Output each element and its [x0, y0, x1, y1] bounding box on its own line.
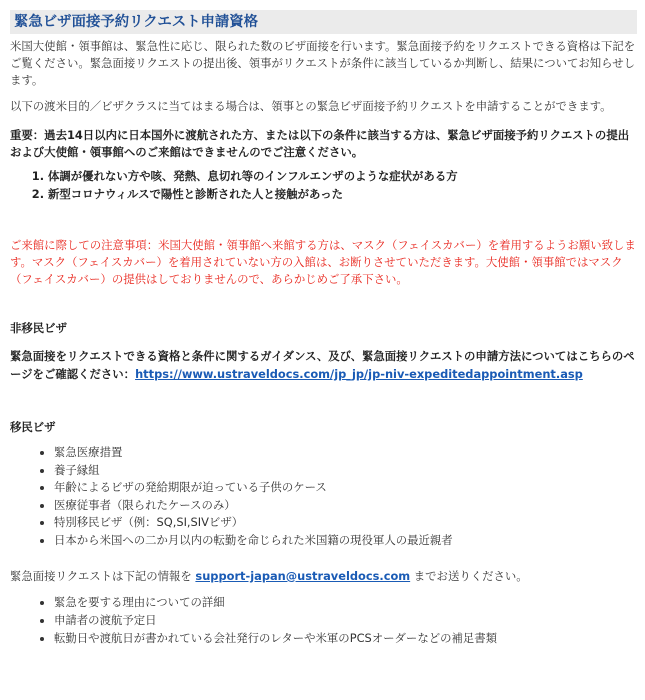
nonimmigrant-link[interactable]: https://www.ustraveldocs.com/jp_jp/jp-niv-expeditedappointment.asp — [135, 367, 583, 381]
condition-list — [10, 167, 637, 203]
info-list — [10, 593, 637, 647]
list-item: • 日本から米国への二か月以内の転勤を命じられた米国籍の現役軍人の最近親者 — [54, 532, 637, 550]
nonimmigrant-text: 緊急面接をリクエストできる資格と条件に関するガイダンス、及び、緊急面接リクエストの申請方法についてはこちらのページをご確認ください： — [10, 349, 635, 381]
list-item: • 緊急医療措置 — [54, 444, 637, 462]
list-item: • 転勤日や渡航日が書かれている会社発行のレターや米軍のPCSオーダーなどの補足書類 — [54, 629, 637, 647]
important-notice: 重要：過去14日以内に日本国外に渡航された方、または以下の条件に該当する方は、緊急ビザ面接予約リクエストの提出および大使館・領事館へのご来館はできませんのでご注意ください。 — [10, 128, 630, 159]
purpose-paragraph: 以下の渡米目的／ビザクラスに当てはまる場合は、領事との緊急ビザ面接予約リクエストを申請することができます。 — [10, 99, 612, 113]
page-title: 緊急ビザ面接予約リクエスト申請資格 — [10, 10, 637, 34]
list-item: • 年齢によるビザの発給期限が迫っている子供のケース — [54, 479, 637, 497]
condition-item: 1. 体調が優れない方や咳、発熱、息切れ等のインフルエンザのような症状がある方 — [48, 167, 637, 185]
page-content — [0, 10, 645, 647]
contact-text-after: までお送りください。 — [410, 568, 528, 583]
contact-text-before: 緊急面接リクエストは下記の情報を — [10, 568, 196, 583]
list-item: • 医療従事者（限られたケースのみ） — [54, 497, 637, 515]
mask-notice: ご来館に際しての注意事項：米国大使館・領事館へ来館する方は、マスク（フェイスカバー）を着用するようお願い致します。マスク（フェイスカバー）を着用されていない方の入館は、お断りさせていただきます。大使館・領事館ではマスク（フェイスカバー）の提供はしておりませんので、あらかじめご了承下さい。 — [10, 238, 636, 286]
list-item: • 緊急を要する理由についての詳細 — [54, 593, 637, 611]
list-item: • 申請者の渡航予定日 — [54, 611, 637, 629]
immigrant-heading: 移民ビザ — [10, 420, 56, 434]
contact-email-link[interactable]: support-japan@ustraveldocs.com — [195, 568, 411, 583]
nonimmigrant-heading: 非移民ビザ — [10, 321, 67, 335]
list-item: • 特別移民ビザ（例：SQ,SI,SIVビザ） — [54, 514, 637, 532]
contact-paragraph — [10, 568, 637, 585]
nonimmigrant-paragraph — [10, 347, 637, 383]
condition-item: 2. 新型コロナウィルスで陽性と診断された人と接触があった — [48, 185, 637, 203]
immigrant-list — [10, 444, 637, 550]
intro-paragraph: 米国大使館・領事館は、緊急性に応じ、限られた数のビザ面接を行います。緊急面接予約をリクエストできる資格は下記をご覧ください。緊急面接リクエストの提出後、領事がリクエストが条件に該当しているか判断し、結果についてお知らせします。 — [10, 39, 636, 87]
list-item: • 養子縁組 — [54, 462, 637, 480]
